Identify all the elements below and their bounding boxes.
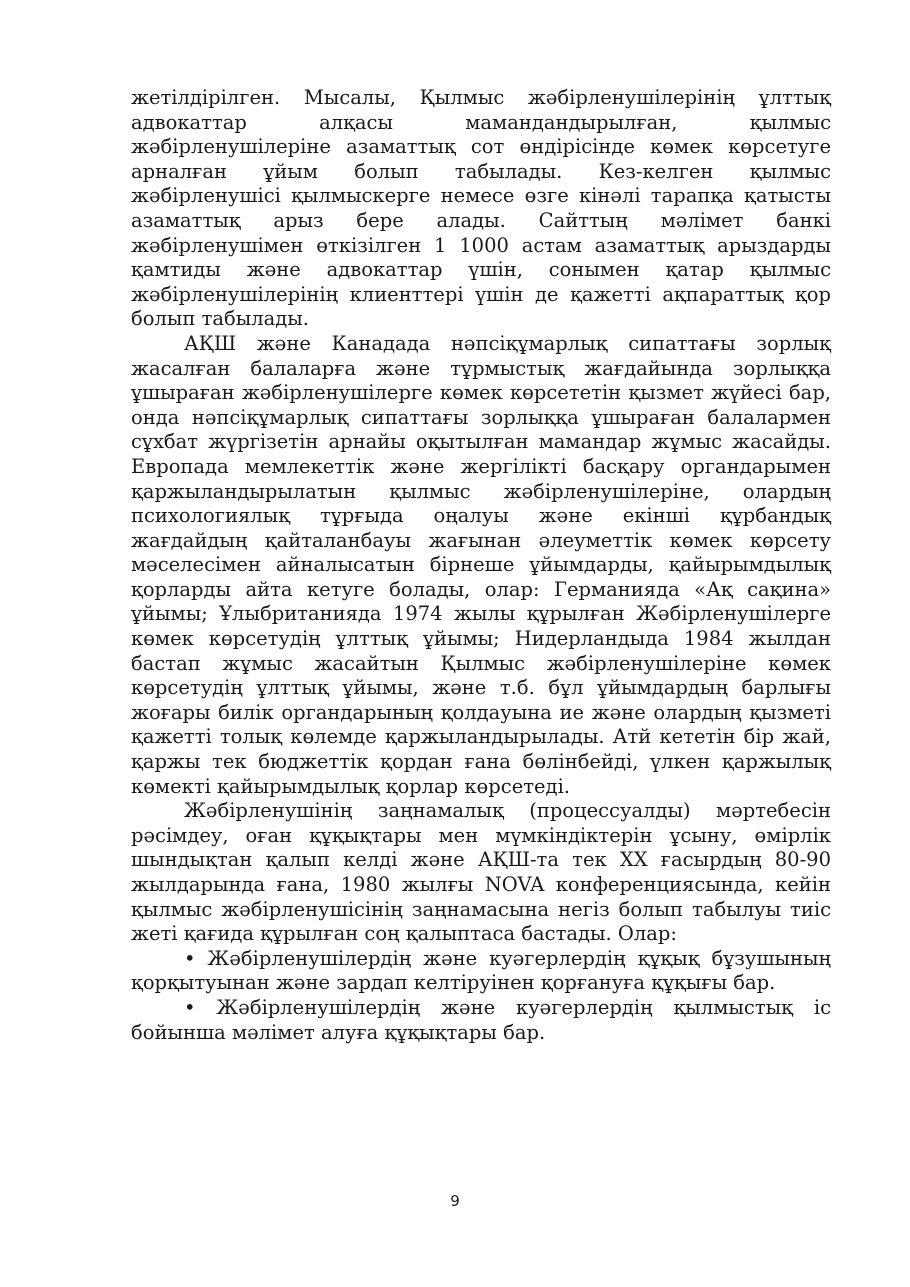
bullet-information-right: • Жәбірленушілердің және куәгерлердің қылмыстық іс бойынша мәлімет алуға құқықтары бар.	[131, 995, 831, 1044]
body-text	[131, 86, 831, 1045]
paragraph-usa-canada: АҚШ және Канадада нәпсіқұмарлық сипаттағы зорлық жасалған балаларға және тұрмыстық жағдайында зорлыққа ұшыраған жәбірленушілерге көмек көрсететін қызмет жүйесі бар, онда нәпсіқұмарлық сипаттағы зорлыққа ұшыраған балалармен сұхбат жүргізетін арнайы оқытылған мамандар жұмыс жасайды. Европада мемлекеттік және жергілікті басқару органдарымен қаржыландырылатын қылмыс жәбірленушілеріне, олардың психологиялық тұрғыда оңалуы және екінші құрбандық жағдайдың қайталанбауы жағынан әлеуметтік көмек көрсету мәселесімен айналысатын бірнеше ұйымдарды, қайырымдылық қорларды айта кетуге болады, олар: Германияда «Ақ сақина» ұйымы; Ұлыбританияда 1974 жылы құрылған Жәбірленушілерге көмек көрсетудің ұлттық ұйымы; Нидерландыда 1984 жылдан бастап жұмыс жасайтын Қылмыс жәбірленушілеріне көмек көрсетудің ұлттық ұйымы, және т.б. бұл ұйымдардың барлығы жоғары билік органдарының қолдауына ие және олардың қызметі қажетті толық көлемде қаржыландырылады. Атй кететін бір жай, қаржы тек бюджеттік қордан ғана бөлінбейді, үлкен қаржылық көмекті қайырымдылық қорлар көрсетеді.	[131, 331, 831, 798]
bullet-protection-right: • Жәбірленушілердің және куәгерлердің құқық бұзушының қорқытуынан және зардап келтіруінен қорғануға құқығы бар.	[131, 946, 831, 995]
paragraph-legal-status: Жәбірленушінің заңнамалық (процессуалды) мәртебесін рәсімдеу, оған құқықтары мен мүмкіндіктерін ұсыну, өмірлік шындықтан қалып келді және АҚШ-та тек XX ғасырдың 80-90 жылдарында ғана, 1980 жылғы NOVA конференциясында, кейін қылмыс жәбірленушісінің заңнамасына негіз болып табылуы тиіс жеті қағида құрылған соң қалыптаса бастады. Олар:	[131, 799, 831, 946]
page-number: 9	[450, 1192, 460, 1210]
paragraph-continuation: жетілдірілген. Мысалы, Қылмыс жәбірленушілерінің ұлттық адвокаттар алқасы мамандандырылған, қылмыс жәбірленушілеріне азаматтық сот өндірісінде көмек көрсетуге арналған ұйым болып табылады. Кез-келген қылмыс жәбірленушісі қылмыскерге немесе өзге кінәлі тарапқа қатысты азаматтық арыз бере алады. Сайттың мәлімет банкі жәбірленушімен өткізілген 1 1000 астам азаматтық арыздарды қамтиды және адвокаттар үшін, сонымен қатар қылмыс жәбірленушілерінің клиенттері үшін де қажетті ақпараттық қор болып табылады.	[131, 86, 831, 331]
